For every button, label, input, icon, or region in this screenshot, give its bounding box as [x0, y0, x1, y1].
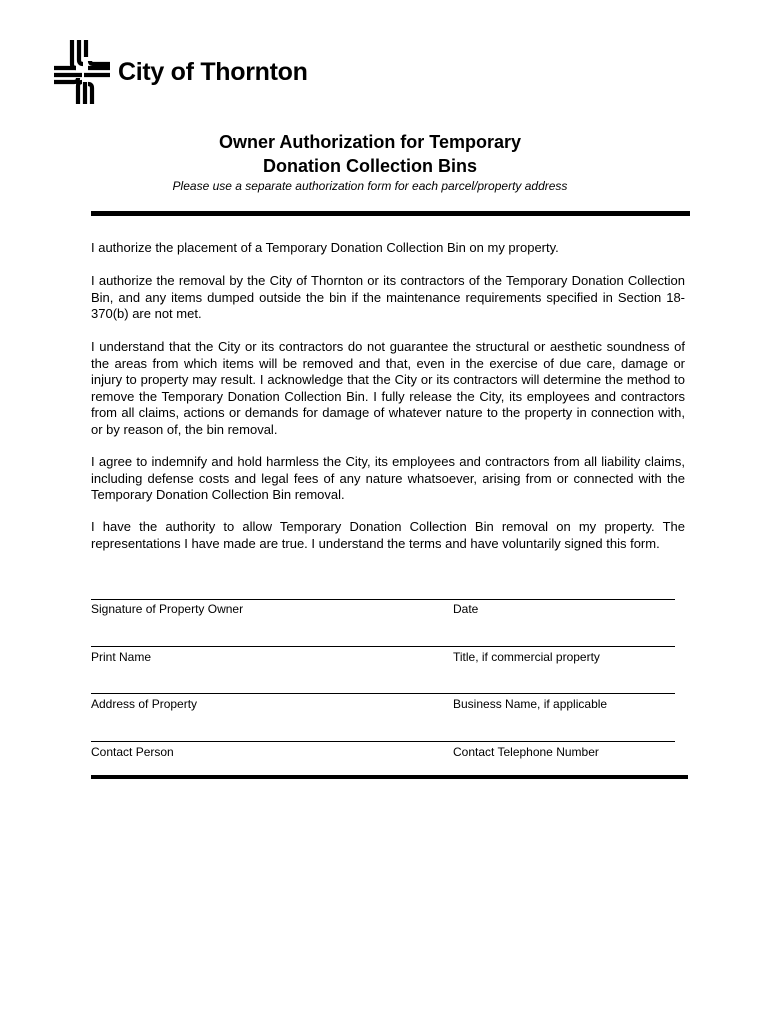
- paragraph-release: I understand that the City or its contractors do not guarantee the structural or aesthetic soundness of the areas from which items will be removed and that, even in the exercise of due care, damage or injury to property may result. I acknowledge that the City or its contractors will determine the method to remove the Temporary Donation Collection Bin. I fully release the City, its employees and contractors from all claims, actions or demands for damage of whatever nature to the property in connection with, or by reason of, the bin removal.: [91, 339, 685, 437]
- city-logo: [52, 38, 352, 108]
- paragraph-indemnify: I agree to indemnify and hold harmless the City, its employees and contractors from all liability claims, including defense costs and legal fees of any nature whatsoever, arising from or connected with the Temporary Donation Collection Bin removal.: [91, 454, 685, 502]
- contact-person-line[interactable]: [91, 741, 675, 742]
- form-title-line-2: Donation Collection Bins: [263, 156, 477, 176]
- paragraph-authority: I have the authority to allow Temporary Donation Collection Bin removal on my property. The representations I have made are true. I understand the terms and have voluntarily signed this form.: [91, 519, 685, 551]
- date-label: Date: [453, 602, 479, 616]
- form-subtitle: Please use a separate authorization form for each parcel/property address: [172, 179, 568, 193]
- print-name-line[interactable]: [91, 646, 675, 647]
- form-title-line-1: Owner Authorization for Temporary: [218, 132, 522, 152]
- signature-label: Signature of Property Owner: [91, 602, 244, 616]
- top-divider: [91, 211, 690, 216]
- address-line[interactable]: [91, 693, 675, 694]
- address-label: Address of Property: [91, 697, 198, 711]
- paragraph-placement: I authorize the placement of a Temporary Donation Collection Bin on my property.: [91, 240, 559, 255]
- signature-line[interactable]: [91, 599, 675, 600]
- city-name: City of Thornton: [118, 58, 308, 86]
- city-logo-mark-icon: [52, 38, 112, 106]
- contact-phone-label: Contact Telephone Number: [453, 745, 599, 759]
- contact-person-label: Contact Person: [91, 745, 174, 759]
- paragraph-removal: I authorize the removal by the City of Thornton or its contractors of the Temporary Donation Collection Bin, and any items dumped outside the bin if the maintenance requirements specified in Section 18-370(b) are not met.: [91, 273, 685, 321]
- title-label: Title, if commercial property: [453, 650, 600, 664]
- business-name-label: Business Name, if applicable: [453, 697, 608, 711]
- print-name-label: Print Name: [91, 650, 152, 664]
- bottom-divider: [91, 775, 688, 779]
- form-title: [90, 130, 650, 178]
